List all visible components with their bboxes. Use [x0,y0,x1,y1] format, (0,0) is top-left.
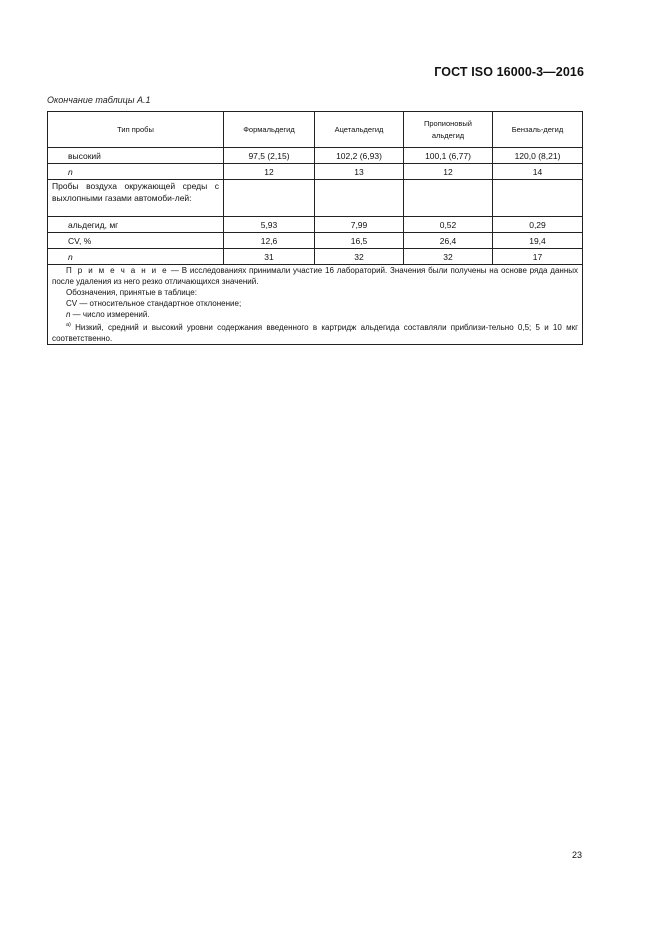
table-note [48,265,583,345]
column-header: Ацетальдегид [315,112,404,148]
table-cell [493,180,583,217]
table-cell: 13 [315,164,404,180]
row-label: CV, % [48,233,224,249]
table-row [48,233,583,249]
data-table [47,111,583,345]
table-cell: 12,6 [224,233,315,249]
column-header: Пропионовый альдегид [404,112,493,148]
table-cell: 100,1 (6,77) [404,148,493,164]
table-cell: 0,29 [493,217,583,233]
table-caption: Окончание таблицы А.1 [47,95,151,105]
note-line: — В исследованиях принимали участие 16 лабораторий. Значения были получены на основе ряда данных после удаления из него резко отличающихся значений. [52,266,578,286]
group-label: Пробы воздуха окружающей среды с выхлопными газами автомоби-лей: [48,180,224,217]
table-cell: 19,4 [493,233,583,249]
column-header: Тип пробы [48,112,224,148]
table-cell: 12 [224,164,315,180]
table-row [48,249,583,265]
note-variable: n [66,310,71,319]
table-note-row [48,265,583,345]
note-line: CV — относительное стандартное отклонение; [66,299,242,308]
table-cell [404,180,493,217]
table-cell: 31 [224,249,315,265]
table-cell: 26,4 [404,233,493,249]
table-cell: 14 [493,164,583,180]
column-header: Формальдегид [224,112,315,148]
row-label: высокий [48,148,224,164]
note-line: — число измерений. [70,310,150,319]
row-label: n [48,164,224,180]
table-group-row [48,180,583,217]
table-cell: 32 [404,249,493,265]
table-row [48,217,583,233]
row-label: n [48,249,224,265]
page-number: 23 [571,850,582,860]
table-cell: 97,5 (2,15) [224,148,315,164]
footnote-mark: a) [66,322,71,328]
table-row [48,164,583,180]
table-row [48,148,583,164]
note-prefix: П р и м е ч а н и е [66,266,169,275]
table-cell: 120,0 (8,21) [493,148,583,164]
table-cell: 102,2 (6,93) [315,148,404,164]
table-cell: 12 [404,164,493,180]
table-header-row [48,112,583,148]
note-line: Низкий, средний и высокий уровни содержания введенного в картридж альдегида составляли приблизи-тельно 0,5; 5 и 10 мкг соответственно. [52,323,578,343]
note-line: Обозначения, принятые в таблице: [66,288,197,297]
table-cell [315,180,404,217]
table-cell: 16,5 [315,233,404,249]
document-header: ГОСТ ISO 16000-3—2016 [434,65,584,79]
table-cell: 17 [493,249,583,265]
row-label: альдегид, мг [48,217,224,233]
table-cell [224,180,315,217]
table-cell: 5,93 [224,217,315,233]
table-cell: 0,52 [404,217,493,233]
table-cell: 7,99 [315,217,404,233]
table-cell: 32 [315,249,404,265]
column-header: Бензаль-дегид [493,112,583,148]
